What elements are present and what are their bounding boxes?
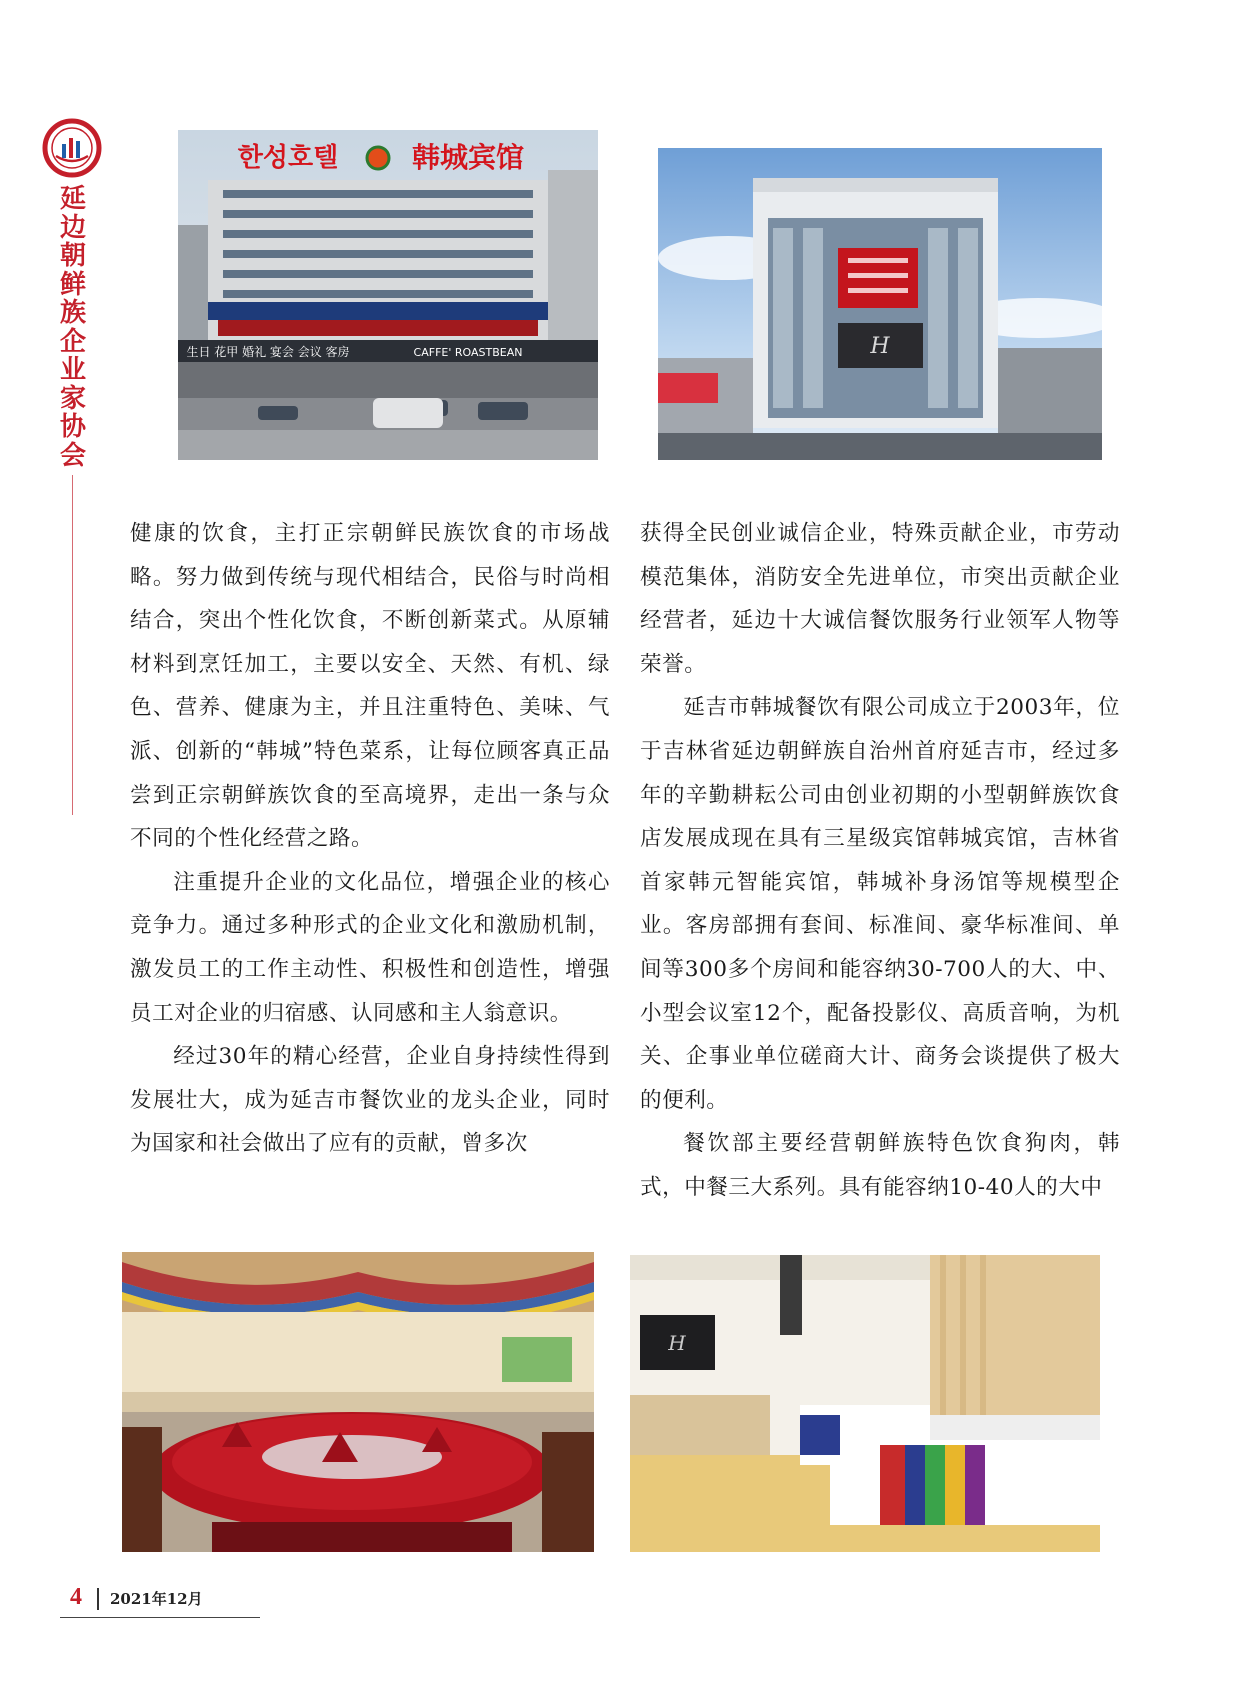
article-paragraph: 延吉市韩城餐饮有限公司成立于2003年，位于吉林省延边朝鲜族自治州首府延吉市，经过多年的辛勤耕耘公司由创业初期的小型朝鲜族饮食店发展成现在具有三星级宾馆韩城宾馆，吉林省首家韩元智能宾馆，韩城补身汤馆等规模型企业。客房部拥有套间、标准间、豪华标准间、单间等300多个房间和能容纳30-700人的大、中、小型会议室12个，配备投影仪、高质音响，为机关、企事业单位磋商大计、商务会谈提供了极大的便利。	[640, 695, 1120, 1113]
tv-logo-mark: H	[668, 1331, 686, 1355]
article-paragraph: 餐饮部主要经营朝鲜族特色饮食狗肉，韩式，中餐三大系列。具有能容纳10-40人的大中	[640, 1131, 1120, 1200]
page-number: 4	[70, 1584, 82, 1610]
association-logo-icon	[42, 118, 102, 178]
footer-separator	[97, 1588, 99, 1610]
photo-hotel-exterior	[178, 130, 598, 460]
banner-cafe: CAFFE' ROASTBEAN	[413, 346, 523, 359]
tower-sign-mark: H	[870, 334, 890, 359]
footer-rule	[60, 1617, 260, 1618]
association-name: 延边朝鲜族企业家协会	[59, 184, 86, 471]
hotel-sign-chinese: 韩城宾馆	[411, 141, 525, 174]
photo-smart-hotel-exterior	[658, 148, 1102, 460]
photo-guest-room	[630, 1255, 1100, 1552]
article-paragraph: 经过30年的精心经营，企业自身持续性得到发展壮大，成为延吉市餐饮业的龙头企业，同时为国家和社会做出了应有的贡献，曾多次	[130, 1044, 610, 1157]
issue-date: 2021年12月	[110, 1590, 203, 1608]
article-paragraph: 获得全民创业诚信企业，特殊贡献企业，市劳动模范集体，消防安全先进单位，市突出贡献企业经营者，延边十大诚信餐饮服务行业领军人物等荣誉。	[640, 521, 1120, 677]
sidebar-divider	[72, 475, 73, 815]
banner-services: 生日 花甲 婚礼 宴会 会议 客房	[186, 345, 350, 359]
article-column-right	[640, 512, 1120, 1210]
hotel-sign-korean: 한성호텔	[237, 143, 339, 173]
article-paragraph: 健康的饮食，主打正宗朝鲜民族饮食的市场战略。努力做到传统与现代相结合，民俗与时尚相结合，突出个性化饮食，不断创新菜式。从原辅材料到烹饪加工，主要以安全、天然、有机、绿色、营养、健康为主，并且注重特色、美味、气派、创新的“韩城”特色菜系，让每位顾客真正品尝到正宗朝鲜族饮食的至高境界，走出一条与众不同的个性化经营之路。	[130, 521, 610, 852]
article-column-left	[130, 512, 610, 1166]
article-paragraph: 注重提升企业的文化品位，增强企业的核心竞争力。通过多种形式的企业文化和激励机制，激发员工的工作主动性、积极性和创造性，增强员工对企业的归宿感、认同感和主人翁意识。	[130, 869, 610, 1026]
photo-banquet-hall	[122, 1252, 594, 1552]
